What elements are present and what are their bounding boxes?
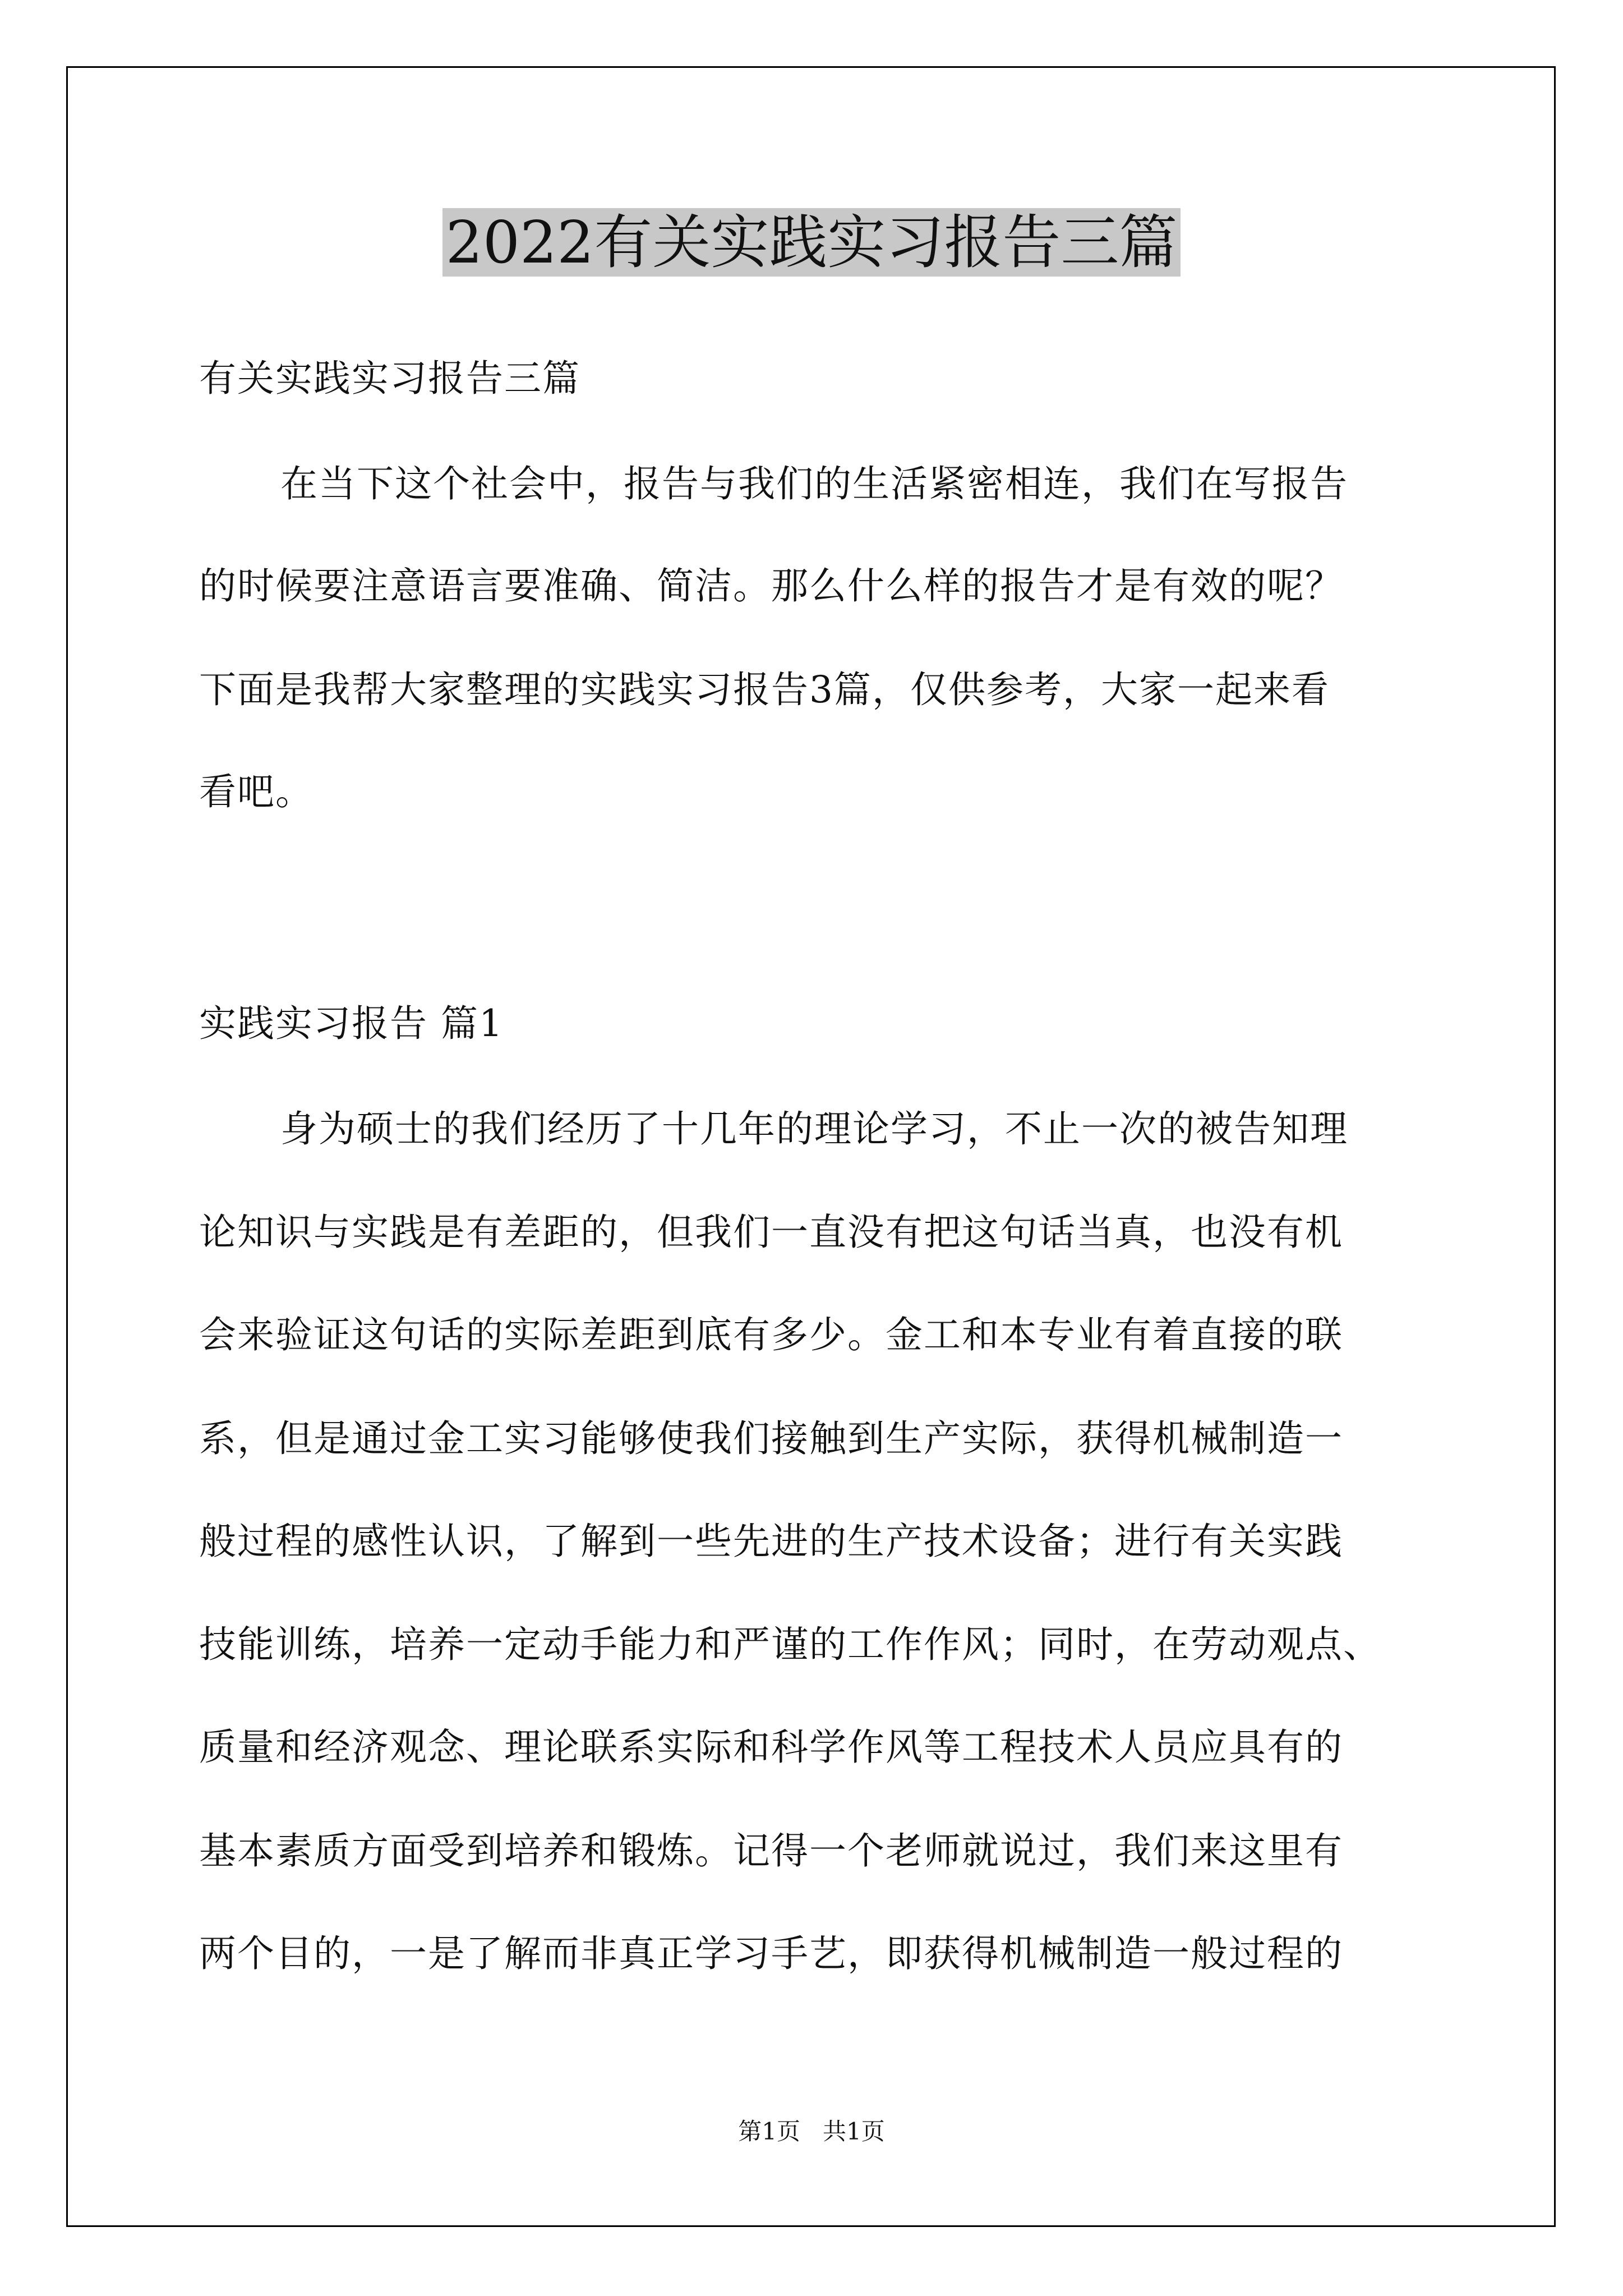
intro-line: 看吧。 <box>199 770 313 813</box>
body-line: 基本素质方面受到培养和锻炼。记得一个老师就说过，我们来这里有 <box>199 1829 1343 1872</box>
intro-line: 下面是我帮大家整理的实践实习报告3篇，仅供参考，大家一起来看 <box>199 668 1330 711</box>
page-footer: 第1页 共1页 <box>738 2118 885 2145</box>
intro-line: 在当下这个社会中，报告与我们的生活紧密相连，我们在写报告 <box>280 462 1348 505</box>
body-line: 般过程的感性认识，了解到一些先进的生产技术设备；进行有关实践 <box>199 1520 1343 1563</box>
title-highlight: 2022有关实践实习报告三篇 <box>442 208 1181 277</box>
intro-line: 的时候要注意语言要准确、简洁。那么什么样的报告才是有效的呢？ <box>199 564 1343 608</box>
body-line: 会来验证这句话的实际差距到底有多少。金工和本专业有着直接的联 <box>199 1313 1343 1356</box>
body-line: 两个目的，一是了解而非真正学习手艺，即获得机械制造一般过程的 <box>199 1932 1343 1975</box>
subtitle: 有关实践实习报告三篇 <box>199 357 580 400</box>
document-title <box>0 203 1623 282</box>
body-line: 技能训练，培养一定动手能力和严谨的工作作风；同时，在劳动观点、 <box>199 1623 1381 1666</box>
body-line: 系，但是通过金工实习能够使我们接触到生产实际，获得机械制造一 <box>199 1417 1343 1460</box>
body-line: 身为硕士的我们经历了十几年的理论学习，不止一次的被告知理 <box>280 1107 1348 1151</box>
body-line: 质量和经济观念、理论联系实际和科学作风等工程技术人员应具有的 <box>199 1726 1343 1769</box>
body-line: 论知识与实践是有差距的，但我们一直没有把这句话当真，也没有机 <box>199 1211 1343 1254</box>
section-heading: 实践实习报告 篇1 <box>199 1002 504 1045</box>
